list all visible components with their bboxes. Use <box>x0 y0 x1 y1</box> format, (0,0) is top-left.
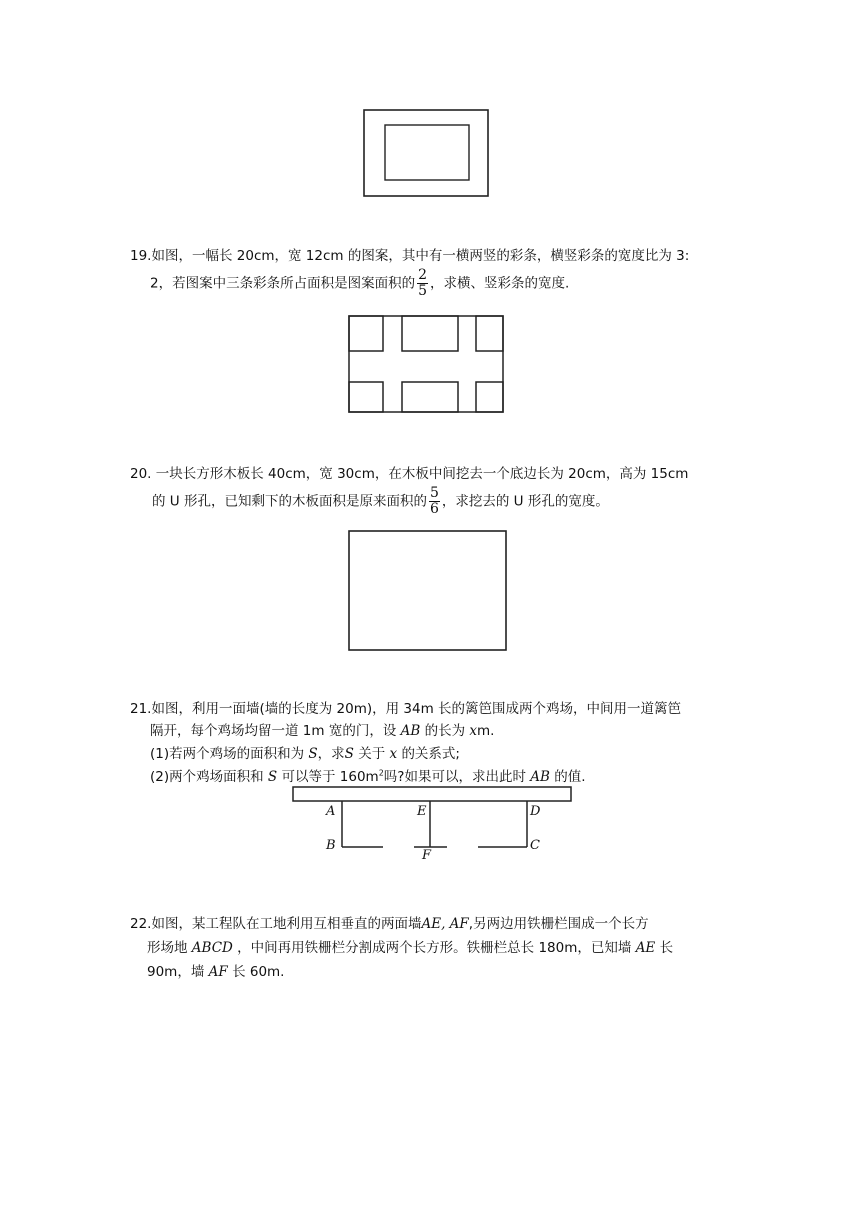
label-c: C <box>530 838 540 853</box>
q21-line2-pre: 隔开，每个鸡场均留一道 1m 宽的门，设 <box>150 723 397 739</box>
q21-sub2-pre: (2)两个鸡场面积和 <box>150 769 264 785</box>
q19-frac-denominator: 5 <box>418 283 428 299</box>
q20-frac-numerator: 5 <box>429 485 439 501</box>
q20-line2-post: ，求挖去的 U 形孔的宽度。 <box>441 493 609 510</box>
q22-abcd-symbol: ABCD <box>191 940 233 956</box>
label-d: D <box>530 804 541 819</box>
label-e: E <box>417 804 427 819</box>
figure-chicken-coop <box>290 784 575 866</box>
label-b: B <box>326 838 336 853</box>
q21-line2-post: m. <box>477 723 495 739</box>
q21-sub2-mid2: 吗?如果可以，求出此时 <box>383 769 526 785</box>
q21-sub2-ab: AB <box>530 769 550 785</box>
q21-sub2-s: S <box>267 769 278 785</box>
q22-ae-symbol: AE <box>635 940 656 956</box>
q22-af-symbol: AF <box>208 964 228 980</box>
q21-sub1-s: S <box>308 746 318 762</box>
q21-sub1-post: 的关系式; <box>401 746 460 762</box>
q22-line3 <box>147 960 284 980</box>
q22-line1-pre: 22.如图，某工程队在工地利用互相垂直的两面墙 <box>130 916 422 932</box>
figure-strip-pattern <box>346 314 506 414</box>
q21-line2-mid: 的长为 <box>424 723 466 739</box>
q22-line2 <box>147 936 673 956</box>
q19-fraction <box>417 268 428 299</box>
q19-line2 <box>150 268 569 299</box>
label-a: A <box>326 804 336 819</box>
q20-line2 <box>152 486 609 517</box>
q22-line2-end: 长 <box>659 940 674 956</box>
q21-line1: 21.如图，利用一面墙(墙的长度为 20m)，用 34m 长的篱笆围成两个鸡场，中间用一道篱笆 <box>130 701 682 717</box>
q19-frac-numerator: 2 <box>418 267 428 283</box>
q22-walls-symbol: AE, AF <box>421 916 469 932</box>
q21-sub1 <box>150 742 460 762</box>
q19-line2-pre: 2，若图案中三条彩条所占面积是图案面积的 <box>150 275 416 292</box>
q20-line2-pre: 的 U 形孔，已知剩下的木板面积是原来面积的 <box>152 493 427 510</box>
q19-line1: 19.如图，一幅长 20cm，宽 12cm 的图案，其中有一横两竖的彩条，横竖彩条的宽度比为 3: <box>130 248 690 264</box>
q21-sub1-x: x <box>389 746 398 762</box>
q21-sub2 <box>150 765 586 785</box>
q20-fraction <box>429 486 440 517</box>
q21-sub2-mid: 可以等于 160m <box>281 769 379 785</box>
q22-line1-post: ,另两边用铁栅栏围成一个长方 <box>468 916 649 932</box>
q21-ab-symbol: AB <box>400 723 421 739</box>
figure-wood-board <box>346 528 510 654</box>
q19-line2-post: ，求横、竖彩条的宽度. <box>430 275 570 292</box>
figure-nested-rectangles <box>360 106 492 200</box>
q22-line3-pre: 90m，墙 <box>147 964 205 980</box>
q21-sub1-pre: (1)若两个鸡场的面积和为 <box>150 746 305 762</box>
q21-sub1-mid2: 关于 <box>358 746 386 762</box>
q21-sub2-post: 的值. <box>554 769 586 785</box>
q21-sub1-mid1: ，求 <box>317 746 345 762</box>
q22-line3-post: 长 60m. <box>232 964 285 980</box>
q21-sub2-sup: 2 <box>378 768 384 778</box>
q22-line1 <box>130 912 649 932</box>
q21-line2 <box>150 719 494 739</box>
q20-frac-denominator: 6 <box>429 501 439 517</box>
q20-line1: 20. 一块长方形木板长 40cm，宽 30cm，在木板中间挖去一个底边长为 20cm，高为 15cm <box>130 466 689 482</box>
q21-x-symbol: x <box>469 723 478 739</box>
label-f: F <box>422 848 432 863</box>
q21-sub1-s2: S <box>344 746 354 762</box>
q22-line2-pre: 形场地 <box>147 940 188 956</box>
q22-line2-post: ，中间再用铁栅栏分割成两个长方形。铁栅栏总长 180m，已知墙 <box>237 940 632 956</box>
